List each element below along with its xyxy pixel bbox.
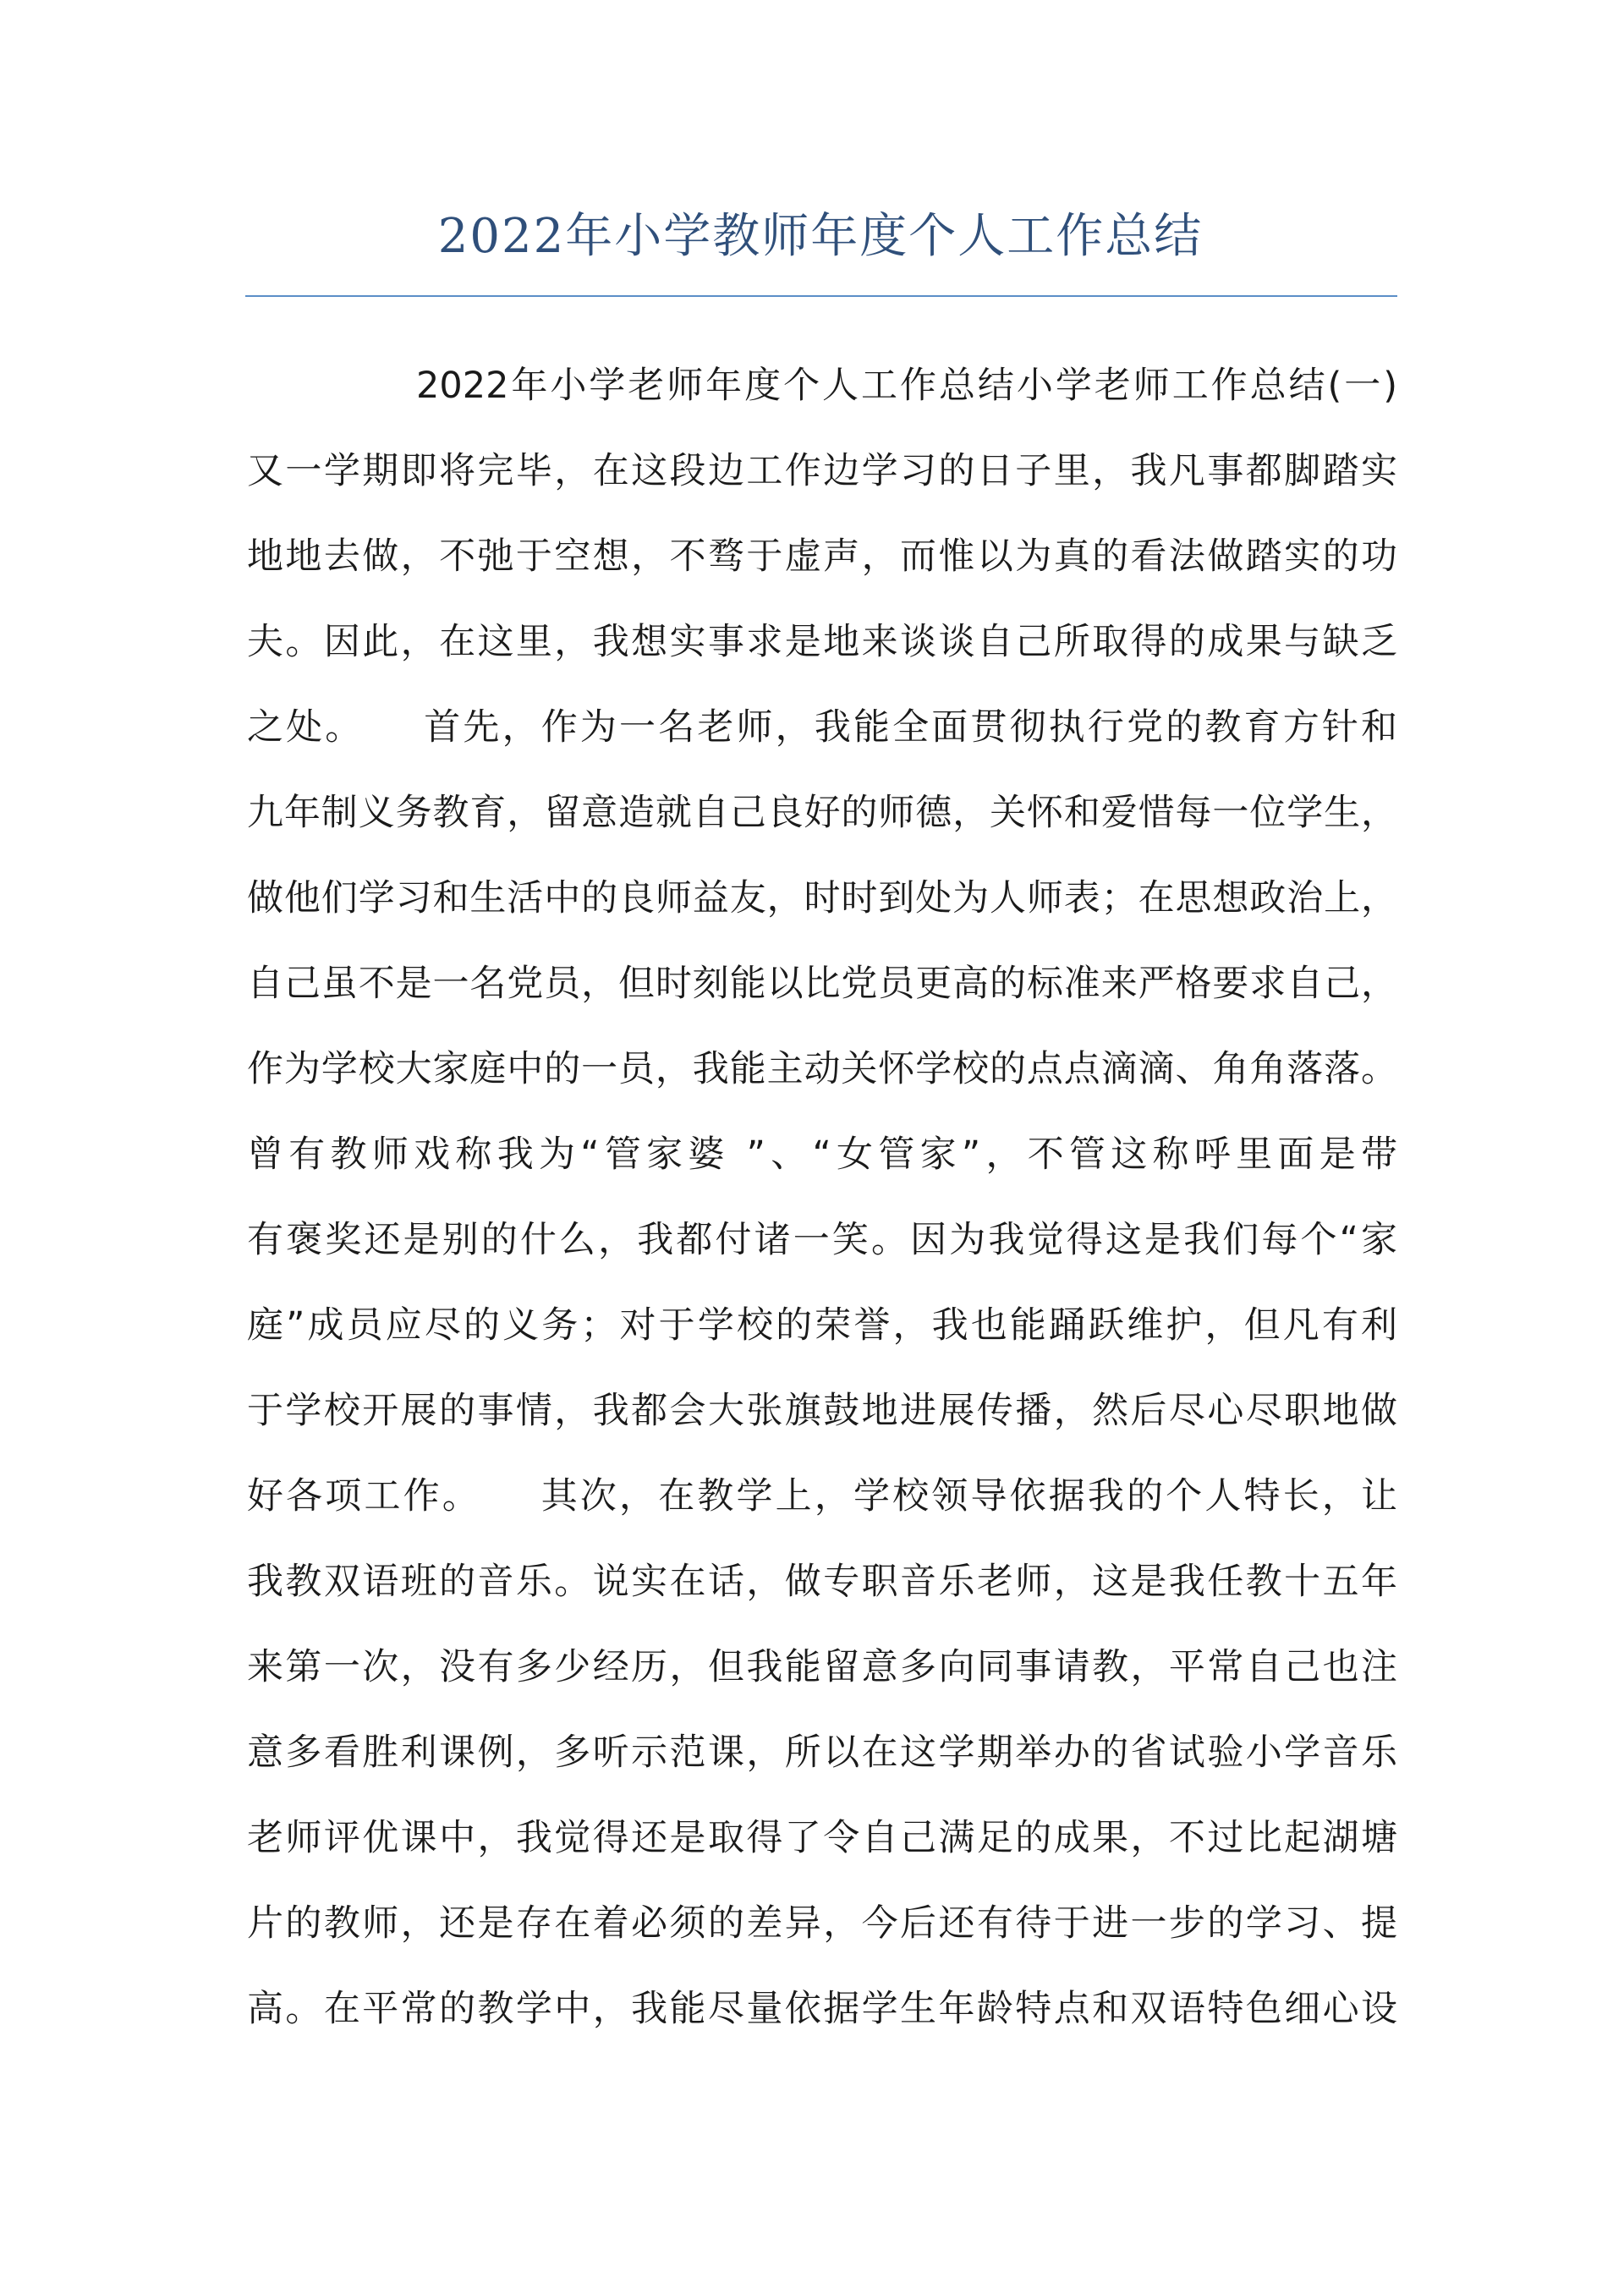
body-line: 夫。因此，在这里，我想实事求是地来谈谈自己所取得的成果与缺乏 bbox=[247, 621, 1397, 663]
body-line: 2022年小学老师年度个人工作总结小学老师工作总结(一) bbox=[416, 365, 1397, 407]
body-line: 来第一次，没有多少经历，但我能留意多向同事请教，平常自己也注 bbox=[247, 1646, 1397, 1688]
body-line: 高。在平常的教学中，我能尽量依据学生年龄特点和双语特色细心设 bbox=[247, 1988, 1397, 2030]
title-underline bbox=[245, 295, 1397, 297]
document-title: 2022年小学教师年度个人工作总结 bbox=[437, 209, 1204, 264]
body-line: 于学校开展的事情，我都会大张旗鼓地进展传播，然后尽心尽职地做 bbox=[247, 1390, 1397, 1432]
body-line: 有褒奖还是别的什么，我都付诸一笑。因为我觉得这是我们每个“家 bbox=[247, 1219, 1397, 1261]
body-line: 地地去做，不弛于空想，不骛于虚声，而惟以为真的看法做踏实的功 bbox=[247, 535, 1397, 578]
body-line: 自己虽不是一名党员，但时刻能以比党员更高的标准来严格要求自己， bbox=[247, 963, 1397, 1005]
body-line: 做他们学习和生活中的良师益友，时时到处为人师表；在思想政治上， bbox=[247, 877, 1397, 919]
body-line: 九年制义务教育，留意造就自己良好的师德，关怀和爱惜每一位学生， bbox=[247, 792, 1397, 834]
body-line: 老师评优课中，我觉得还是取得了令自己满足的成果，不过比起湖塘 bbox=[247, 1817, 1397, 1859]
body-line: 曾有教师戏称我为“管家婆 ”、“女管家”，不管这称呼里面是带 bbox=[247, 1133, 1397, 1176]
body-line: 意多看胜利课例，多听示范课，所以在这学期举办的省试验小学音乐 bbox=[247, 1731, 1397, 1774]
body-line: 片的教师，还是存在着必须的差异，今后还有待于进一步的学习、提 bbox=[247, 1902, 1397, 1945]
body-line: 我教双语班的音乐。说实在话，做专职音乐老师，这是我任教十五年 bbox=[247, 1561, 1397, 1603]
body-line: 作为学校大家庭中的一员，我能主动关怀学校的点点滴滴、角角落落。 bbox=[247, 1048, 1397, 1090]
body-line: 好各项工作。 其次，在教学上，学校领导依据我的个人特长，让 bbox=[247, 1475, 1397, 1517]
body-line: 之处。 首先，作为一名老师，我能全面贯彻执行党的教育方针和 bbox=[247, 706, 1397, 749]
document-body bbox=[247, 355, 1397, 2064]
body-line: 庭”成员应尽的义务；对于学校的荣誉，我也能踊跃维护，但凡有利 bbox=[247, 1304, 1397, 1347]
body-line: 又一学期即将完毕，在这段边工作边学习的日子里，我凡事都脚踏实 bbox=[247, 450, 1397, 492]
